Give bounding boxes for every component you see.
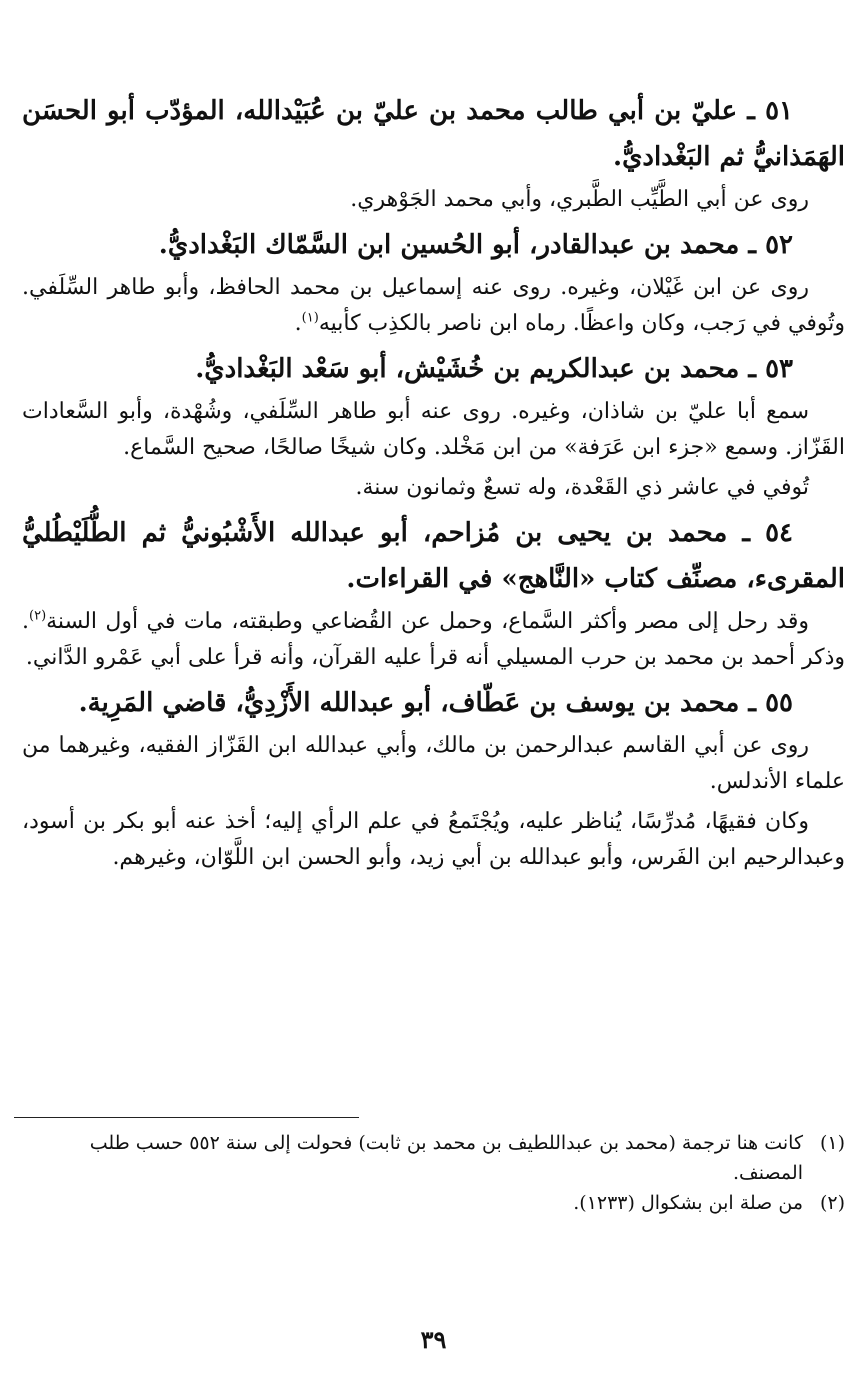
- footnote-divider: [14, 1117, 359, 1118]
- main-text: [22, 88, 845, 876]
- entry-52: [22, 222, 845, 342]
- footnote-2: [22, 1188, 845, 1218]
- entry-heading: ٥٥ ـ محمد بن يوسف بن عَطّاف، أبو عبدالله الأَزْدِيُّ، قاضي المَرِية.: [78, 688, 793, 718]
- footnote-mark: (٢): [819, 1192, 845, 1214]
- entry-paragraph: وكان فقيهًا، مُدرِّسًا، يُناظر عليه، ويُجْتَمعُ في علم الرأي إليه؛ أخذ عنه أبو بكر بن أسود، وعبدالرحيم ابن الفَرس، وأبو عبدالله بن أبي زيد، وأبو الحسن ابن اللَّوّان، وغيرهم.: [22, 809, 845, 870]
- footnote-ref[interactable]: (٢): [29, 608, 47, 624]
- paragraph-text: .: [294, 311, 302, 336]
- footnote-mark: (١): [819, 1132, 845, 1154]
- entry-paragraph: [22, 270, 845, 342]
- entry-heading: ٥٣ ـ محمد بن عبدالكريم بن خُشَيْش، أبو سَعْد البَغْداديُّ.: [195, 354, 793, 384]
- page-number: ٣٩: [420, 1325, 447, 1354]
- footnotes: [22, 1128, 845, 1218]
- paragraph-text: روى عن ابن غَيْلان، وغيره. روى عنه إسماعيل بن محمد الحافظ، وأبو طاهر السِّلَفي. وتُوفي في رَجب، وكان واعظًا. رماه ابن ناصر بالكذِب كأبيه: [22, 275, 845, 336]
- entry-heading: ٥١ ـ عليّ بن أبي طالب محمد بن عليّ بن عُبَيْدالله، المؤدّب أبو الحسَن الهَمَذانيُّ ثم البَغْداديُّ.: [22, 96, 845, 172]
- entry-heading: ٥٢ ـ محمد بن عبدالقادر، أبو الحُسين ابن السَّمّاك البَغْداديُّ.: [158, 230, 793, 260]
- entry-paragraph: روى عن أبي الطَّيِّب الطَّبري، وأبي محمد الجَوْهري.: [350, 187, 809, 212]
- entry-paragraph: سمع أبا عليّ بن شاذان، وغيره. روى عنه أبو طاهر السِّلَفي، وشُهْدة، وأبو السَّعادات القَزّاز. وسمع «جزء ابن عَرَفة» من ابن مَخْلد. وكان شيخًا صالحًا، صحيح السَّماع.: [22, 399, 845, 460]
- entry-55: [22, 680, 845, 876]
- entry-51: [22, 88, 845, 218]
- paragraph-text: . وذكر أحمد بن محمد بن حرب المسيلي أنه قرأ عليه القرآن، وأنه قرأ على أبي عَمْرو الدَّاني.: [22, 609, 845, 670]
- entry-paragraph: [22, 604, 845, 676]
- entry-53: [22, 346, 845, 506]
- entry-paragraph: روى عن أبي القاسم عبدالرحمن بن مالك، وأبي عبدالله ابن القَزّاز الفقيه، وغيرهما من علماء الأندلس.: [22, 733, 845, 794]
- footnote-text: كانت هنا ترجمة (محمد بن عبداللطيف بن محمد بن ثابت) فحولت إلى سنة ٥٥٢ حسب طلب المصنف.: [89, 1132, 803, 1184]
- footnote-text: من صلة ابن بشكوال (١٢٣٣).: [573, 1192, 803, 1214]
- footnote-ref[interactable]: (١): [301, 310, 319, 326]
- entry-54: [22, 510, 845, 676]
- entry-paragraph: تُوفي في عاشر ذي القَعْدة، وله تسعٌ وثمانون سنة.: [355, 475, 809, 500]
- footnote-1: [22, 1128, 845, 1188]
- entry-heading: ٥٤ ـ محمد بن يحيى بن مُزاحم، أبو عبدالله الأَشْبُونيُّ ثم الطُّلَيْطُليُّ المقرىء، مصنِّف كتاب «النَّاهج» في القراءات.: [22, 518, 845, 594]
- paragraph-text: وقد رحل إلى مصر وأكثر السَّماع، وحمل عن القُضاعي وطبقته، مات في أول السنة: [46, 609, 809, 634]
